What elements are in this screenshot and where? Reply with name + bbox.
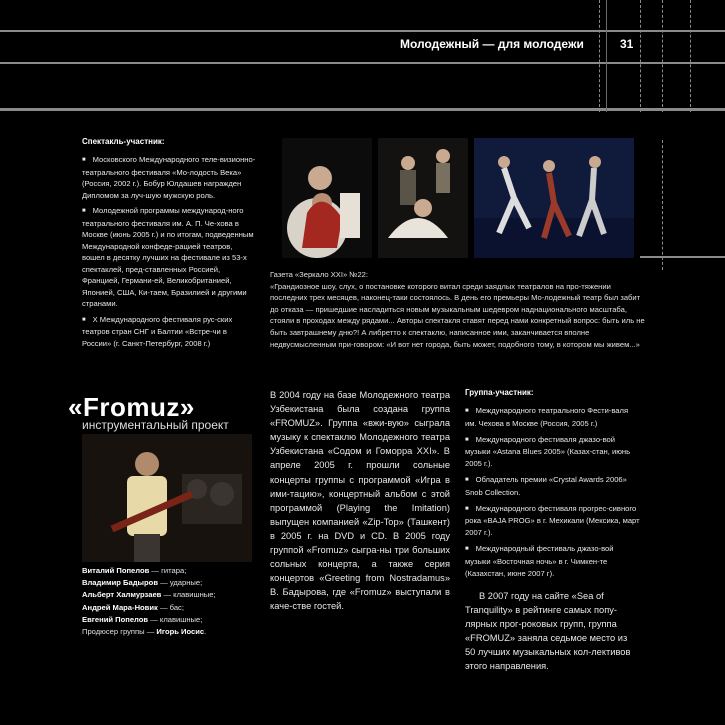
list-item: ■ Международный фестиваль джазо-вой музыки «Восточная ночь» в г. Чимкен-те (Казахстан, июне 2007 г).: [465, 543, 640, 579]
left-column: [82, 137, 257, 353]
band-members: [82, 565, 262, 638]
page-header-title: Молодежный — для молодежи: [400, 37, 584, 51]
history-text: В 2004 году на базе Молодежного театра Узбекистана была создана группа «FROMUZ». Группа «вжи-вую» сыграла музыку к спектаклю Молодежного театра Узбекистана «Содом и Гоморра XXI». В апреле 2005 г. прошли сольные концерты группы с программой «Игра в ими-тацию», концертный альбом с этой программой (Playing the Imitation) выпущен компанией «Zip-Top» (Ташкент) в 2005 г. на DVD и CD. В 2005 году группой «Fromuz» сыгра-ны три больших сольных концерта, а также серия концертов «Greeting from Nostradamus» В. Бадырова, где «Fromuz» выступали в каче-стве гостей.: [270, 390, 450, 612]
quote-source: Газета «Зеркало XXI» №22:: [270, 270, 369, 279]
header-rule-bottom: [0, 62, 725, 64]
dashed-rule-4: [690, 0, 692, 112]
list-item: ■ Международного фестиваля прогрес-сивного рока «BAJA PROG» в г. Мехикали (Мексика, март 2007 г.).: [465, 503, 640, 539]
member-line: Альберт Халмурзаев — клавишные;: [82, 590, 216, 600]
list-item: ■ Международного театрального Фести-валя им. Чехова в Москве (Россия, 2005 г.): [465, 405, 640, 430]
list-item: ■ Международного фестиваля джазо-вой музыки «Astana Blues 2005» (Казах-стан, июнь 2005 г.).: [465, 434, 640, 470]
dashed-rule-1: [599, 0, 601, 112]
list-item: ■ Обладатель премии «Crystal Awards 2006» Snob Collection.: [465, 474, 640, 499]
vertical-rule: [606, 0, 607, 112]
dashed-rule-3: [662, 0, 664, 112]
page-number: 31: [620, 37, 634, 51]
stage-photo-3: [474, 138, 634, 258]
project-title: «Fromuz»: [68, 392, 195, 422]
member-line: Виталий Попелов — гитара;: [82, 566, 187, 575]
member-line: Андрей Мара-Новик — бас;: [82, 602, 184, 612]
section-title: Спектакль-участник:: [82, 137, 165, 146]
list-item: ■ X Международного фестиваля рус-ских театров стран СНГ и Балтии «Встре-чи в России» (г. Санкт-Петербург, 2008 г.): [82, 314, 257, 350]
dashed-rule-5: [662, 140, 664, 270]
right-column: [465, 388, 640, 673]
header-rule-top: [0, 30, 725, 32]
project-subtitle: инструментальный проект: [82, 418, 229, 432]
section-title: Группа-участник:: [465, 388, 534, 397]
band-photo: [82, 434, 252, 562]
producer-line: Продюсер группы — Игорь Иосис.: [82, 627, 207, 637]
closing-paragraph: В 2007 году на сайте «Sea of Tranquility» в рейтинге самых попу-лярных прог-роковых групп, группа «FROMUZ» заняла седьмое место из 50 лучших музыкальных кол-лективов этого направления.: [465, 591, 631, 672]
quote-text: «Грандиозное шоу, слух, о постановке которого витал среди заядлых театралов на про-тяжении последних трех месяцев, наконец-таки состоялось. В день его премьеры Мо-лодежный театр был забит до отказа — пришедшие насладиться новым музыкальным шедевром наднационального масштаба, стояли в проходах между рядами... Авторы спектакля ставят перед нами конкретный вопрос: быть иль не быть завтрашнему дню?! А либретто к спектаклю, написанное ими, заканчивается вполне недвусмысленным при-говором: «И вот нет города, быть может, подобного тому, в котором мы живем...»: [270, 281, 645, 349]
dashed-rule-2: [640, 0, 642, 112]
list-item: ■ Молодежной программы международ-ного театрального фестиваля им. А. П. Че-хова в Москве (июнь 2005 г.) и по итогам, подведенным Международной конфеде-рацией театров, вошел в десятку лучших на фестивале из 53-х спектаклей, пред-ставленных Россией, Францией, Германи-ей, Великобританией, Японией, США, Ки-таем, Бразилией и другими странами.: [82, 205, 257, 310]
side-rule: [640, 256, 725, 258]
section-rule: [0, 108, 725, 111]
stage-photo-1: [282, 138, 372, 258]
member-line: Евгений Попелов — клавишные;: [82, 614, 203, 624]
stage-photo-2: [378, 138, 468, 258]
member-line: Владимир Бадыров — ударные;: [82, 578, 203, 588]
newspaper-quote: [270, 269, 650, 350]
list-item: ■ Московского Международного теле-визионно-театрального фестиваля «Мо-лодость Века» (Россия, 2002 г.). Бобур Юлдашев награжден Дипломом за луч-шую мужскую роль.: [82, 154, 257, 201]
